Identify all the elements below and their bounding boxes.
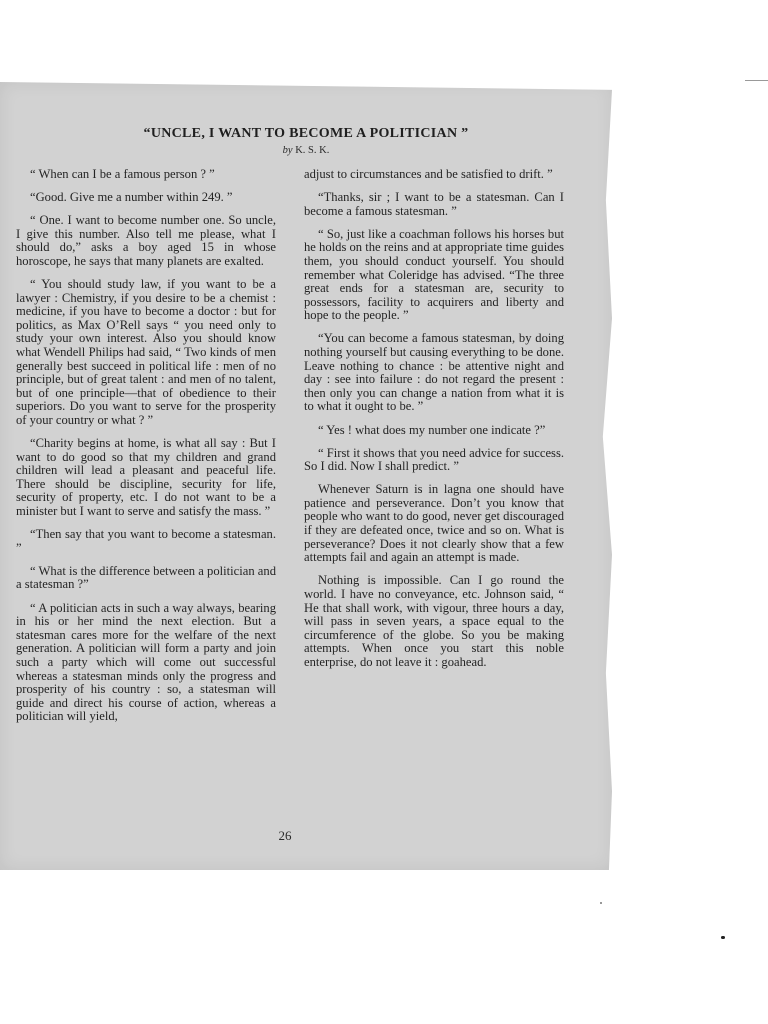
- paragraph: “Thanks, sir ; I want to be a statesman. Can I become a famous statesman. ”: [304, 190, 564, 218]
- paragraph: Nothing is impossible. Can I go round the world. I have no conveyance, etc. Johnson said, “ He that shall work, with vigour, three hours a day, will pass in seven years, a space equal to the circumference of the globe. So you be making attempts. When once you start this noble enterprise, do not leave it : goahead.: [304, 573, 564, 669]
- left-column: [16, 168, 276, 733]
- paragraph: “Then say that you want to become a statesman. ”: [16, 527, 276, 555]
- author-name: K. S. K.: [295, 145, 330, 156]
- scan-speck: [600, 902, 602, 904]
- byline: [0, 145, 612, 156]
- paragraph: “ So, just like a coachman follows his horses but he holds on the reins and at appropriate time guides them, you should conduct yourself. You should remember what Coleridge has advised. “The three great ends for a statesman are, security to possessors, facility to acquirers and liberty and hope to the people. ”: [304, 226, 564, 323]
- paragraph: “ You should study law, if you want to be a lawyer : Chemistry, if you desire to be a chemist : medicine, if you have to become a doctor : but for politics, as Max O’Rell says “ you need only to study your own interest. Also you should know what Wendell Philips had said, “ Two kinds of men generally best succeed in political life : men of no principle, but of great talent : and men of no talent, but of one principle—that of obedience to their superiors. Do you want to serve for the prosperity of your country or what ? ”: [16, 277, 276, 427]
- paragraph: “Charity begins at home, is what all say : But I want to do good so that my children and grand children will lead a pleasant and peaceful life. There should be discipline, security for life, security of property, etc. I do not want to be a minister but I want to serve and satisfy the mass. ”: [16, 436, 276, 519]
- paragraph: “ A politician acts in such a way always, bearing in his or her mind the next election. But a statesman cares more for the welfare of the next generation. A politician will form a party and join such a party which will come out successful whereas a statesman minds only the progress and prosperity of his country : so, a statesman will guide and direct his course of action, whereas a politician will yield,: [16, 600, 276, 724]
- paragraph: Whenever Saturn is in lagna one should have patience and perseverance. Don’t you know that people who want to do good, never get discouraged if they are defeated once, twice and so on. What is perseverance? Does it not clearly show that a few attempts fail and again an attempt is made.: [304, 482, 564, 565]
- scan-edge-mark: [745, 80, 768, 81]
- paragraph: “You can become a famous statesman, by doing nothing yourself but causing everything to be done. Leave nothing to chance : be attentive night and day : see into failure : do not regard the present : then only you can change a nation from what it is to what it ought to be. ”: [304, 331, 564, 414]
- page-number: 26: [278, 828, 292, 843]
- paragraph: adjust to circumstances and be satisfied to drift. ”: [304, 167, 553, 181]
- paragraph: “ Yes ! what does my number one indicate ?”: [318, 422, 546, 437]
- paragraph: “Good. Give me a number within 249. ”: [30, 190, 233, 205]
- right-column: [304, 168, 564, 679]
- scan-speck: [721, 936, 725, 939]
- paragraph: “ What is the difference between a politician and a statesman ?”: [16, 563, 276, 592]
- paragraph: “ When can I be a famous person ? ”: [30, 167, 215, 181]
- paragraph: “ One. I want to become number one. So uncle, I give this number. Also tell me please, what I should do,” asks a boy aged 15 in whose horoscope, he says that many planets are exalted.: [16, 213, 276, 268]
- article-title: “UNCLE, I WANT TO BECOME A POLITICIAN ”: [143, 126, 469, 141]
- byline-prefix: by: [282, 145, 293, 156]
- paragraph: “ First it shows that you need advice for success. So I did. Now I shall predict. ”: [304, 445, 564, 474]
